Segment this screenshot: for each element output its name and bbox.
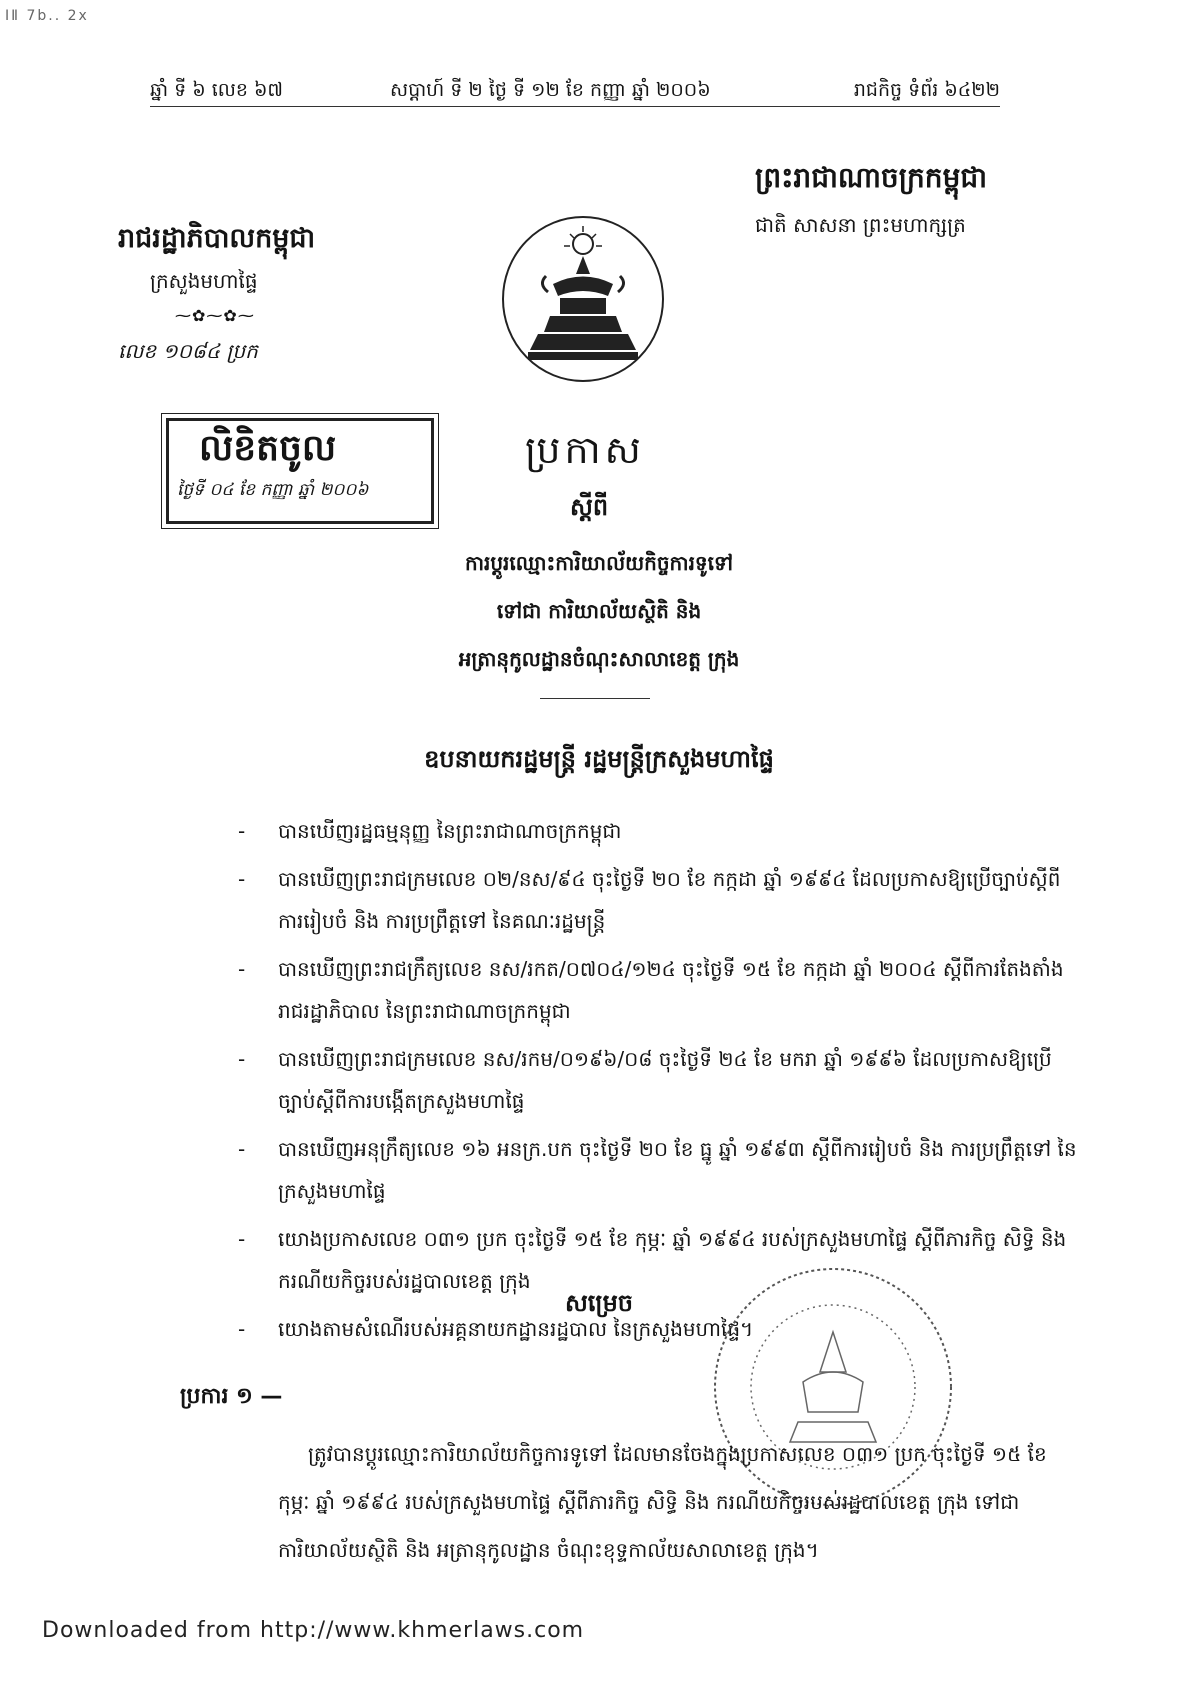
list-item-text: បានឃើញព្រះរាជក្រមលេខ ០២/នស/៩៤ ចុះថ្ងៃទី ២០ ខែ កក្កដា ឆ្នាំ ១៩៩៤ ដែលប្រកាសឱ្យប្រើច្បាប់ស្តីពី ការរៀបចំ និង ការប្រព្រឹត្តទៅ នៃគណៈរដ្ឋមន្ត្រី (278, 867, 1061, 933)
list-item: - បានឃើញអនុក្រឹត្យលេខ ១៦ អនក្រ.បក ចុះថ្ងៃទី ២០ ខែ ធ្នូ ឆ្នាំ ១៩៩៣ ស្តីពីការរៀបចំ និង ការប្រព្រឹត្តទៅ នៃក្រសួងមហាផ្ទៃ (238, 1137, 1077, 1203)
list-item: - បានឃើញព្រះរាជក្រមលេខ នស/រកម/០១៩៦/០៨ ចុះថ្ងៃទី ២៤ ខែ មករា ឆ្នាំ ១៩៩៦ ដែលប្រកាសឱ្យប្រើ ច្បាប់ស្តីពីការបង្កើតក្រសួងមហាផ្ទៃ (238, 1047, 1052, 1113)
national-motto: ជាតិ សាសនា ព្រះមហាក្សត្រ (755, 213, 966, 237)
gazette-date: សប្តាហ៍ ទី ២ ថ្ងៃ ទី ១២ ខែ កញ្ញា ឆ្នាំ ២០០៦ (390, 79, 711, 101)
ministry-emblem-icon (498, 214, 668, 384)
subject-line-1: ការប្តូរឈ្មោះការិយាល័យកិច្ចការទូទៅ (464, 551, 734, 575)
gazette-header (150, 76, 1000, 107)
subject-line-3: អត្រានុកូលដ្ឋានចំណុះសាលាខេត្ត ក្រុង (458, 647, 740, 671)
kingdom-heading: ព្រះរាជាណាចក្រកម្ពុជា (755, 161, 988, 194)
ornament-divider: ⁓✿⁓✿⁓ (175, 306, 255, 325)
decision-heading: សម្រេច (564, 1289, 634, 1317)
scan-artifact: ⅠⅡ 7b.. 2x (5, 8, 89, 24)
document-title: ប្រកាស (525, 428, 645, 472)
list-item-text: បានឃើញអនុក្រឹត្យលេខ ១៦ អនក្រ.បក ចុះថ្ងៃទី ២០ ខែ ធ្នូ ឆ្នាំ ១៩៩៣ ស្តីពីការរៀបចំ និង ការប្រព្រឹត្តទៅ នៃក្រសួងមហាផ្ទៃ (278, 1137, 1077, 1203)
government-name: រាជរដ្ឋាភិបាលកម្ពុជា (118, 223, 316, 254)
source-footer: Downloaded from http://www.khmerlaws.com (42, 1618, 585, 1643)
list-item: - យោងប្រកាសលេខ ០៣១ ប្រក ចុះថ្ងៃទី ១៥ ខែ កុម្ភៈ ឆ្នាំ ១៩៩៤ របស់ក្រសួងមហាផ្ទៃ ស្តីពីភារកិច្ច សិទ្ធិ និង ករណីយកិច្ចរបស់រដ្ឋបាលខេត្ត ក្រុង (238, 1227, 1067, 1293)
title-divider (540, 698, 650, 699)
article-label: ប្រការ ១ — (180, 1384, 283, 1409)
list-item: - បានឃើញព្រះរាជក្រឹត្យលេខ នស/រកត/០៧០៤/១២៤ ចុះថ្ងៃទី ១៥ ខែ កក្កដា ឆ្នាំ ២០០៤ ស្តីពីការតែងតាំង រាជរដ្ឋាភិបាល នៃព្រះរាជាណាចក្រកម្ពុជា (238, 957, 1064, 1023)
stamp-date: ថ្ងៃទី ០៤ ខែ កញ្ញា ឆ្នាំ ២០០៦ (177, 480, 369, 500)
document-number: លេខ ១០៨៤ ប្រក (118, 339, 258, 363)
issuing-authority: ឧបនាយករដ្ឋមន្ត្រី រដ្ឋមន្ត្រីក្រសួងមហាផ្ទៃ (424, 745, 774, 773)
list-item: - បានឃើញរដ្ឋធម្មនុញ្ញ នៃព្រះរាជាណាចក្រកម្ពុជា (238, 819, 622, 843)
list-item-text: បានឃើញព្រះរាជក្រមលេខ នស/រកម/០១៩៦/០៨ ចុះថ្ងៃទី ២៤ ខែ មករា ឆ្នាំ ១៩៩៦ ដែលប្រកាសឱ្យប្រើ ច្បាប់ស្តីពីការបង្កើតក្រសួងមហាផ្ទៃ (278, 1047, 1052, 1113)
received-stamp (166, 418, 434, 524)
subject-line-2: ទៅជា ការិយាល័យស្ថិតិ និង (496, 599, 702, 623)
list-item: - បានឃើញព្រះរាជក្រមលេខ ០២/នស/៩៤ ចុះថ្ងៃទី ២០ ខែ កក្កដា ឆ្នាំ ១៩៩៤ ដែលប្រកាសឱ្យប្រើច្បាប់ស្តីពី ការរៀបចំ និង ការប្រព្រឹត្តទៅ នៃគណៈរដ្ឋមន្ត្រី (238, 867, 1061, 933)
gazette-page: រាជកិច្ច ទំព័រ ៦៤២២ (853, 79, 1000, 101)
list-item-text: យោងតាមសំណើរបស់អគ្គនាយកដ្ឋានរដ្ឋបាល នៃក្រសួងមហាផ្ទៃ។ (278, 1317, 754, 1341)
ministry-name: ក្រសួងមហាផ្ទៃ (150, 269, 258, 293)
list-item: - យោងតាមសំណើរបស់អគ្គនាយកដ្ឋានរដ្ឋបាល នៃក្រសួងមហាផ្ទៃ។ (238, 1317, 754, 1341)
about-label: ស្តីពី (570, 493, 609, 521)
list-item-text: យោងប្រកាសលេខ ០៣១ ប្រក ចុះថ្ងៃទី ១៥ ខែ កុម្ភៈ ឆ្នាំ ១៩៩៤ របស់ក្រសួងមហាផ្ទៃ ស្តីពីភារកិច្ច សិទ្ធិ និង ករណីយកិច្ចរបស់រដ្ឋបាលខេត្ត ក្រុង (278, 1227, 1067, 1293)
article-body: ត្រូវបានប្តូរឈ្មោះការិយាល័យកិច្ចការទូទៅ ដែលមានចែងក្នុងប្រកាសលេខ ០៣១ ប្រក ចុះថ្ងៃទី ១៥ ខែ កុម្ភៈ ឆ្នាំ ១៩៩៤ របស់ក្រសួងមហាផ្ទៃ ស្តីពីភារកិច្ច សិទ្ធិ និង ករណីយកិច្ចរបស់រដ្ឋបាលខេត្ត ក្រុង ទៅជា ការិយាល័យស្ថិតិ និង អត្រានុកូលដ្ឋាន ចំណុះខុទ្ទកាល័យសាលាខេត្ត ក្រុង។ (278, 1442, 1047, 1562)
list-item-text: បានឃើញព្រះរាជក្រឹត្យលេខ នស/រកត/០៧០៤/១២៤ ចុះថ្ងៃទី ១៥ ខែ កក្កដា ឆ្នាំ ២០០៤ ស្តីពីការតែងតាំង រាជរដ្ឋាភិបាល នៃព្រះរាជាណាចក្រកម្ពុជា (278, 957, 1064, 1023)
list-item-text: បានឃើញរដ្ឋធម្មនុញ្ញ នៃព្រះរាជាណាចក្រកម្ពុជា (278, 819, 622, 843)
stamp-title: លិខិតចូល (199, 428, 337, 469)
gazette-issue: ឆ្នាំ ទី ៦ លេខ ៦៧ (150, 79, 283, 101)
